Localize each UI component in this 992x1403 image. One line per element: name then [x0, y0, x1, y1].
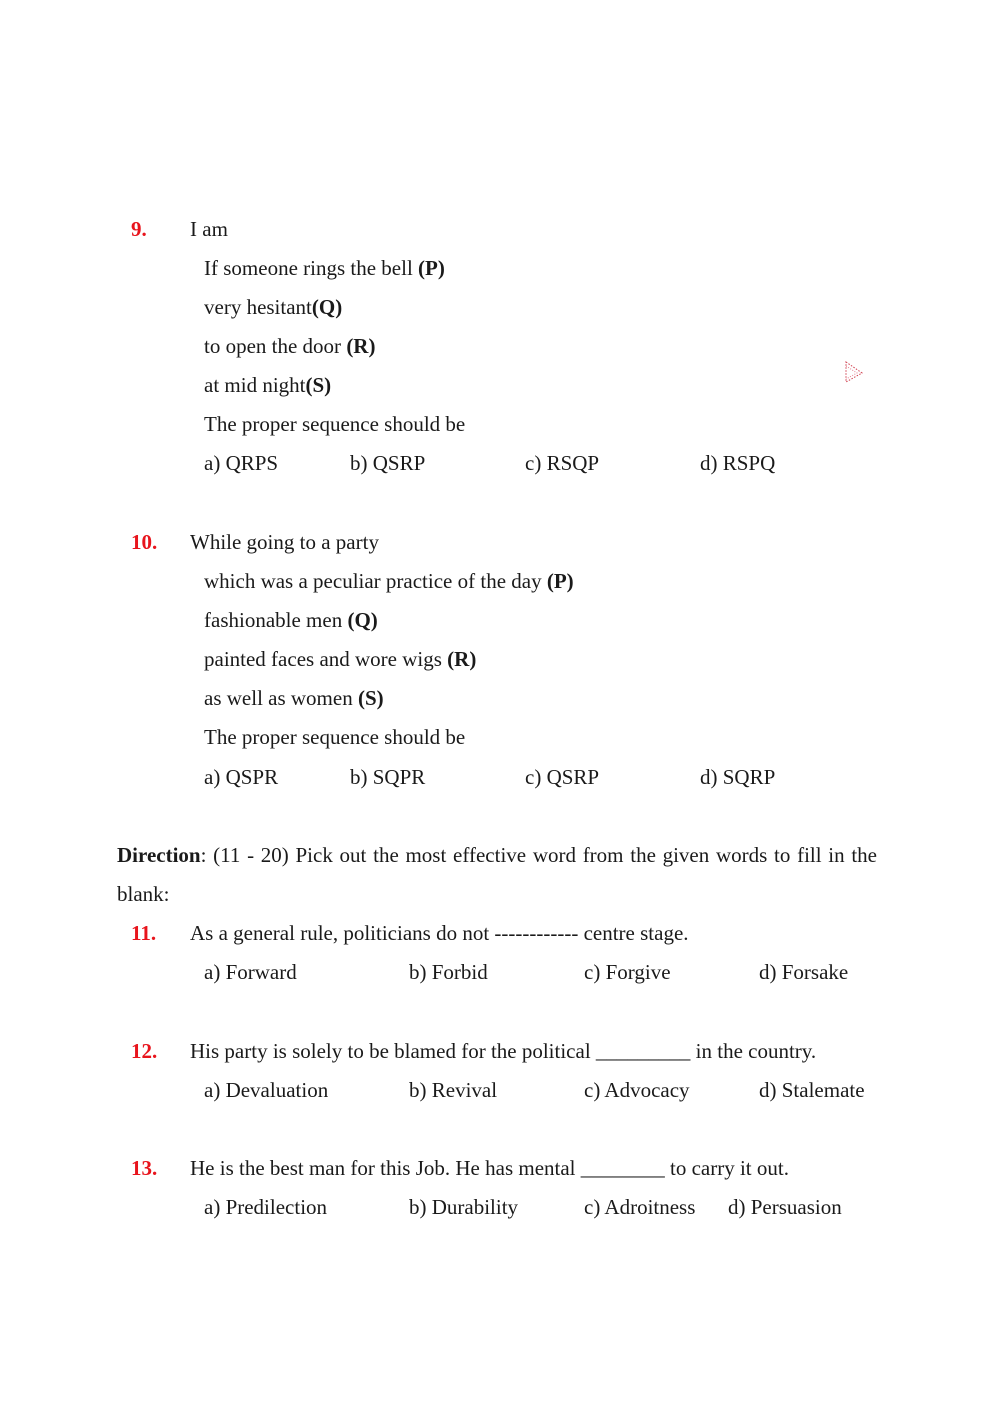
option-a: a) QRPS: [204, 451, 279, 475]
sequence-prompt: The proper sequence should be: [204, 412, 466, 436]
part-q: fashionable men (Q): [204, 608, 378, 632]
direction-text: Direction: (11 - 20) Pick out the most effective word from the given words to fill in the blank:: [117, 843, 877, 906]
question-stem: His party is solely to be blamed for the political _________ in the country.: [190, 1039, 817, 1063]
option-b: b) SQPR: [350, 765, 426, 789]
question-stem: He is the best man for this Job. He has mental ________ to carry it out.: [190, 1156, 789, 1180]
part-r: to open the door (R): [204, 334, 376, 358]
option-d: d) Stalemate: [759, 1078, 865, 1102]
part-s: at mid night(S): [204, 373, 332, 397]
question-stem: I am: [190, 217, 228, 241]
option-c: c) QSRP: [525, 765, 600, 789]
question-number: 13.: [131, 1156, 158, 1180]
part-r: painted faces and wore wigs (R): [204, 647, 477, 671]
option-a: a) Devaluation: [204, 1078, 329, 1102]
option-b: b) QSRP: [350, 451, 426, 475]
question-number: 9.: [131, 217, 147, 241]
option-d: d) RSPQ: [700, 451, 776, 475]
option-b: b) Revival: [409, 1078, 498, 1102]
question-number: 12.: [131, 1039, 158, 1063]
option-c: c) Forgive: [584, 960, 671, 984]
option-d: d) Persuasion: [728, 1195, 842, 1219]
part-q: very hesitant(Q): [204, 295, 343, 319]
option-a: a) Predilection: [204, 1195, 328, 1219]
option-b: b) Durability: [409, 1195, 519, 1219]
option-c: c) RSQP: [525, 451, 600, 475]
arrow-cursor-icon: [843, 360, 865, 384]
option-d: d) SQRP: [700, 765, 776, 789]
part-p: If someone rings the bell (P): [204, 256, 445, 280]
question-number: 11.: [131, 921, 157, 945]
question-stem: As a general rule, politicians do not ------------ centre stage.: [190, 921, 689, 945]
option-c: c) Adroitness: [584, 1195, 696, 1219]
sequence-prompt: The proper sequence should be: [204, 725, 466, 749]
option-a: a) Forward: [204, 960, 297, 984]
option-b: b) Forbid: [409, 960, 488, 984]
option-d: d) Forsake: [759, 960, 849, 984]
option-a: a) QSPR: [204, 765, 279, 789]
part-s: as well as women (S): [204, 686, 384, 710]
question-stem: While going to a party: [190, 530, 379, 554]
option-c: c) Advocacy: [584, 1078, 690, 1102]
question-number: 10.: [131, 530, 158, 554]
part-p: which was a peculiar practice of the day (P): [204, 569, 574, 593]
